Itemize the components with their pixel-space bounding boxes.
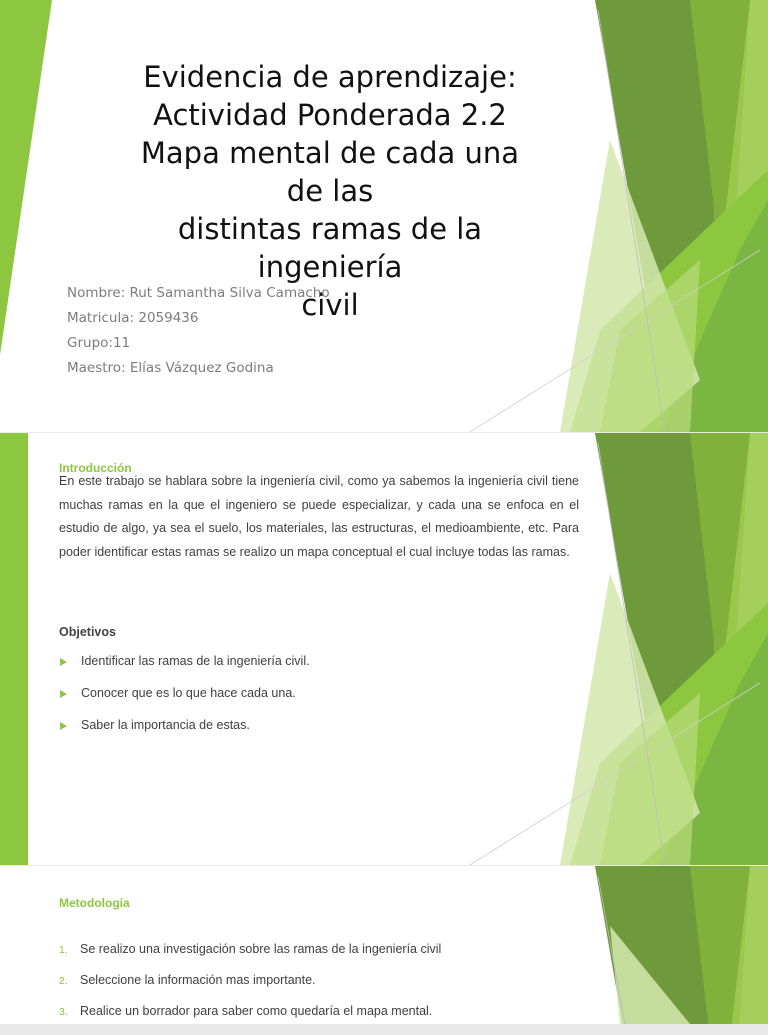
objectives-heading: Objetivos	[59, 625, 116, 639]
introduction-paragraph: En este trabajo se hablara sobre la ingeniería civil, como ya sabemos la ingeniería civil tiene muchas ramas en la que el ingeniero se puede especializar, y cada una se enfoca en el estudio de algo, ya sea el suelo, los materiales, las estructuras, el medioambiente, etc. Para poder identificar estas ramas se realizo un mapa conceptual el cual incluye todas las ramas.	[59, 474, 579, 559]
objective-text: Identificar las ramas de la ingeniería civil.	[81, 654, 310, 668]
step-text: Se realizo una investigación sobre las ramas de la ingeniería civil	[80, 942, 442, 956]
triangle-bullet-icon	[60, 690, 67, 698]
list-item	[59, 942, 441, 973]
step-number: 1.	[59, 944, 68, 956]
step-number: 2.	[59, 975, 68, 987]
title-line: civil	[301, 288, 359, 322]
teacher: Maestro: Elías Vázquez Godina	[67, 360, 274, 376]
list-item	[59, 1004, 441, 1035]
step-text: Realice un borrador para saber como quedaría el mapa mental.	[80, 1004, 433, 1018]
objectives-list	[59, 654, 310, 750]
methodology-heading: Metodología	[59, 896, 130, 910]
list-item	[59, 973, 441, 1004]
title-line: distintas ramas de la ingeniería	[177, 212, 483, 284]
student-name: Nombre: Rut Samantha Silva Camacho	[67, 285, 330, 301]
list-item	[59, 718, 310, 750]
title-line: Actividad Ponderada 2.2	[153, 98, 507, 132]
step-number: 3.	[59, 1006, 68, 1018]
introduction-heading: Introducción	[59, 461, 132, 475]
slide-title	[0, 0, 768, 432]
title-line: Mapa mental de cada una de las	[140, 136, 520, 208]
title-line: Evidencia de aprendizaje:	[143, 60, 517, 94]
list-item	[59, 686, 310, 718]
methodology-steps	[59, 942, 441, 1035]
list-item	[59, 654, 310, 686]
objective-text: Saber la importancia de estas.	[81, 718, 250, 732]
triangle-bullet-icon	[60, 658, 67, 666]
triangle-bullet-icon	[60, 722, 67, 730]
student-id: Matricula: 2059436	[67, 310, 199, 326]
objective-text: Conocer que es lo que hace cada una.	[81, 686, 296, 700]
student-info	[67, 282, 330, 382]
step-text: Seleccione la información mas importante.	[80, 973, 316, 987]
group: Grupo:11	[67, 335, 131, 351]
